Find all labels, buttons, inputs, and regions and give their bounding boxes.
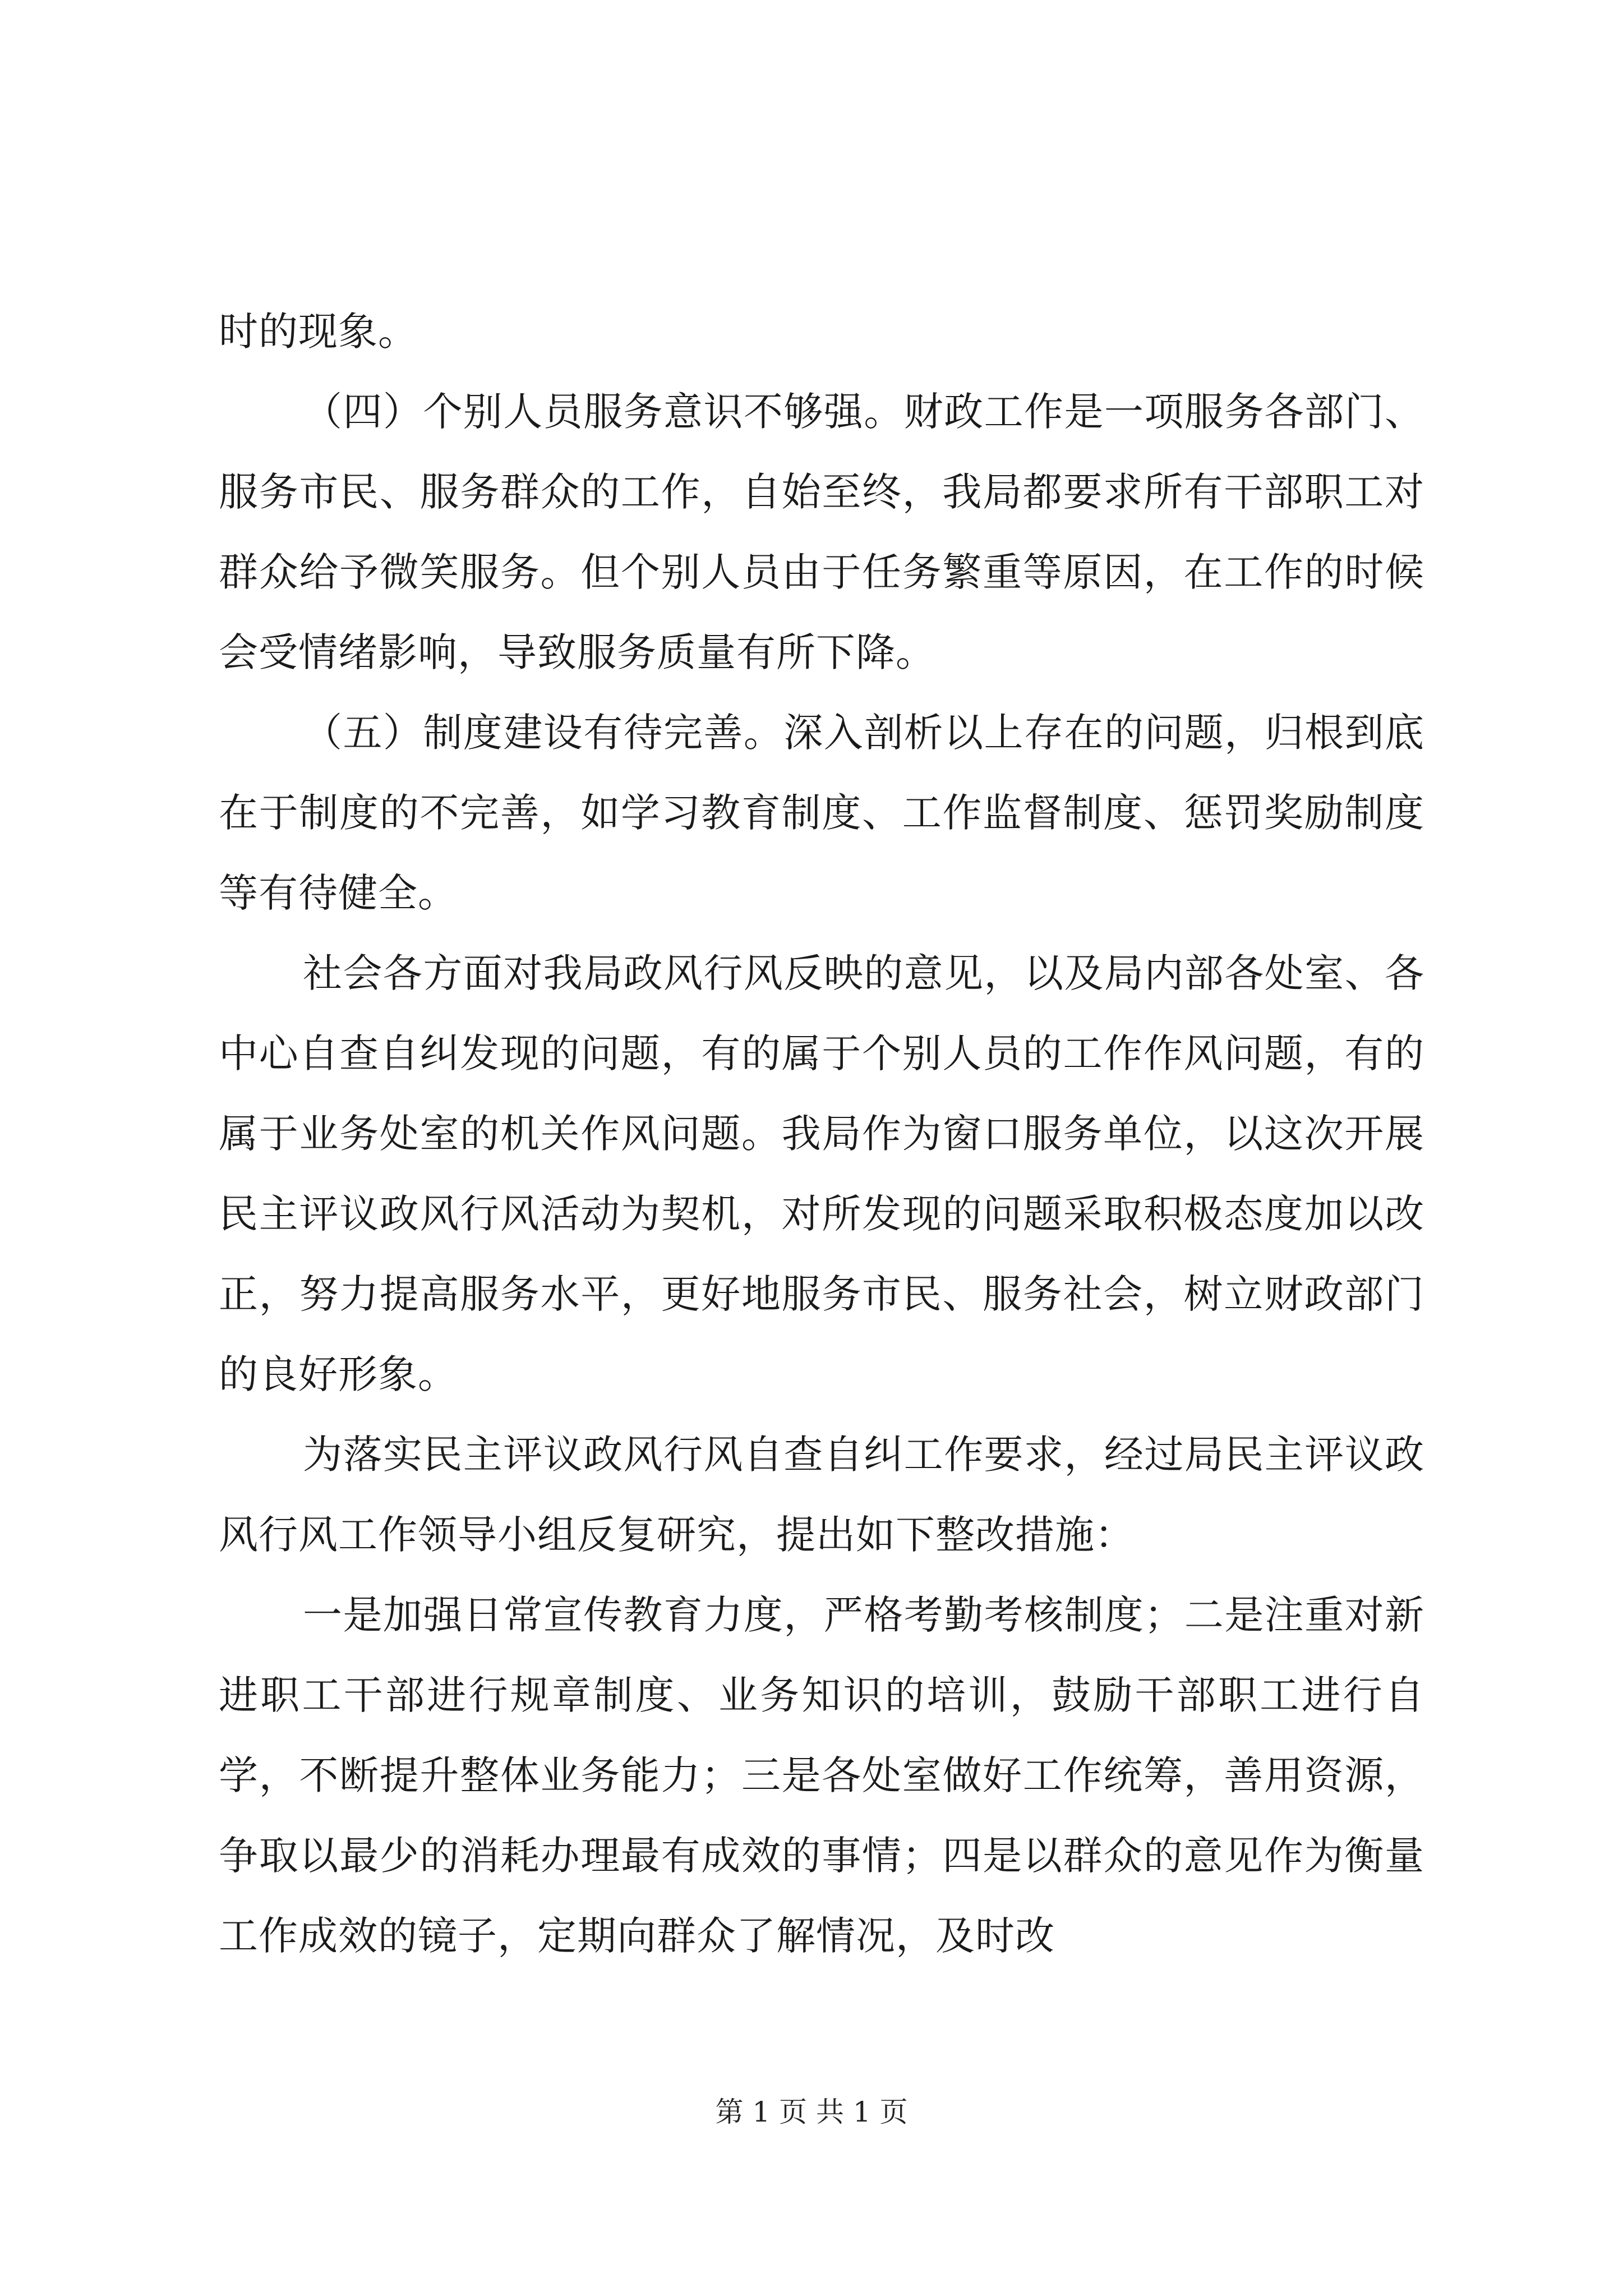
page-number-footer: 第 1 页 共 1 页 xyxy=(715,2096,908,2128)
paragraph-system-building: （五）制度建设有待完善。深入剖析以上存在的问题，归根到底在于制度的不完善，如学习教育制度、工作监督制度、惩罚奖励制度等有待健全。 xyxy=(219,710,1424,916)
paragraph-public-opinion: 社会各方面对我局政风行风反映的意见，以及局内部各处室、各中心自查自纠发现的问题，有的属于个别人员的工作作风问题，有的属于业务处室的机关作风问题。我局作为窗口服务单位，以这次开展民主评议政风行风活动为契机，对所发现的问题采取积极态度加以改正，努力提高服务水平，更好地服务市民、服务社会，树立财政部门的良好形象。 xyxy=(219,950,1424,1397)
paragraph-rectification-measures: 一是加强日常宣传教育力度，严格考勤考核制度；二是注重对新进职工干部进行规章制度、业务知识的培训，鼓励干部职工进行自学，不断提升整体业务能力；三是各处室做好工作统筹，善用资源，争取以最少的消耗办理最有成效的事情；四是以群众的意见作为衡量工作成效的镜子，定期向群众了解情况，及时改 xyxy=(219,1592,1424,1959)
paragraph-service-awareness: （四）个别人员服务意识不够强。财政工作是一项服务各部门、服务市民、服务群众的工作，自始至终，我局都要求所有干部职工对群众给予微笑服务。但个别人员由于任务繁重等原因，在工作的时候会受情绪影响，导致服务质量有所下降。 xyxy=(219,389,1424,675)
document-body xyxy=(219,292,1424,1976)
paragraph-rectification-intro: 为落实民主评议政风行风自查自纠工作要求，经过局民主评议政风行风工作领导小组反复研究，提出如下整改措施： xyxy=(219,1432,1424,1558)
paragraph-continuation: 时的现象。 xyxy=(219,309,418,355)
